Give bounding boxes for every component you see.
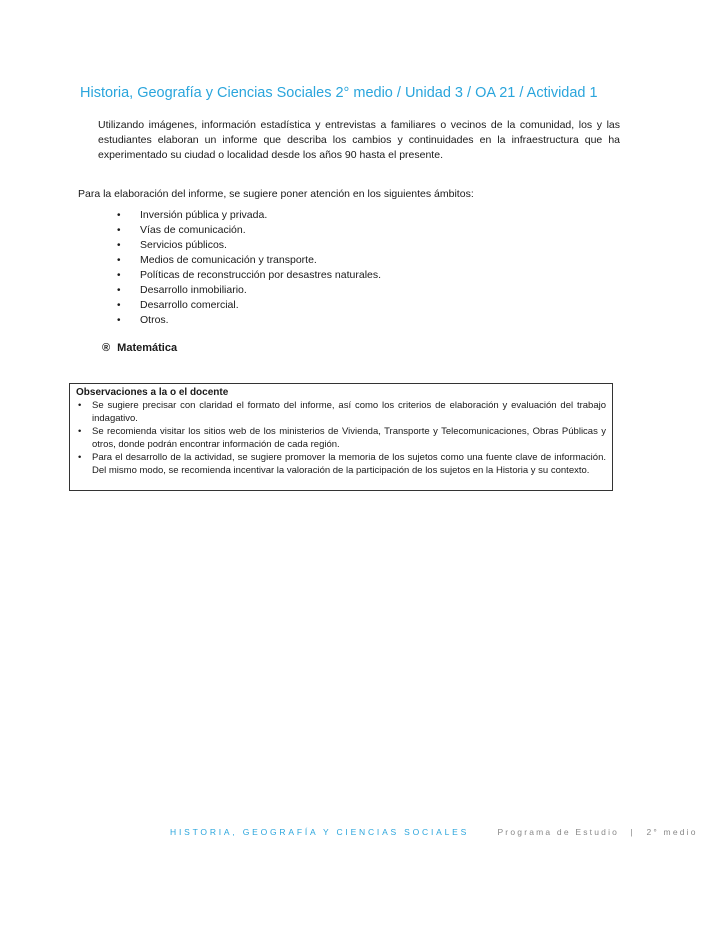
list-item: • Vías de comunicación.	[116, 223, 381, 238]
page-footer	[170, 827, 698, 837]
list-item: • Inversión pública y privada.	[116, 208, 381, 223]
subject-label: Matemática	[117, 342, 178, 354]
list-item: • Desarrollo comercial.	[116, 298, 381, 313]
footer-separator: |	[630, 827, 636, 837]
ambitos-list	[116, 208, 381, 328]
list-item: • Políticas de reconstrucción por desastres naturales.	[116, 268, 381, 283]
intro-paragraph: Utilizando imágenes, información estadística y entrevistas a familiares o vecinos de la comunidad, los y las estudiantes elaboran un informe que describa los cambios y continuidades en la infraestructura que ha experimentado su ciudad o localidad desde los años 90 hasta el presente.	[98, 119, 620, 161]
footer-program: Programa de Estudio	[497, 827, 620, 837]
list-item: • Servicios públicos.	[116, 238, 381, 253]
list-item: • Se sugiere precisar con claridad el formato del informe, así como los criterios de elaboración y evaluación del trabajo indagativo.	[76, 399, 606, 425]
footer-subject: HISTORIA, GEOGRAFÍA Y CIENCIAS SOCIALES	[170, 827, 470, 837]
list-item: • Otros.	[116, 313, 381, 328]
list-item: • Se recomienda visitar los sitios web de los ministerios de Vivienda, Transporte y Telecomunicaciones, Obras Públicas y otros, donde podrán encontrar información de cada región.	[76, 425, 606, 451]
page-title: Historia, Geografía y Ciencias Sociales 2° medio / Unidad 3 / OA 21 / Actividad 1	[80, 85, 598, 101]
list-item: • Desarrollo inmobiliario.	[116, 283, 381, 298]
lead-text: Para la elaboración del informe, se sugiere poner atención en los siguientes ámbitos:	[78, 188, 474, 200]
subject-link	[102, 342, 177, 354]
footer-grade: 2° medio	[646, 827, 698, 837]
observaciones-title: Observaciones a la o el docente	[76, 387, 229, 398]
list-item: • Para el desarrollo de la actividad, se sugiere promover la memoria de los sujetos como una fuente clave de información. Del mismo modo, se recomienda incentivar la valoración de la participación de los sujetos en la Historia y su contexto.	[76, 451, 606, 477]
registered-icon: ®	[102, 342, 111, 354]
observaciones-box	[69, 383, 613, 491]
observaciones-list	[76, 399, 606, 477]
list-item: • Medios de comunicación y transporte.	[116, 253, 381, 268]
